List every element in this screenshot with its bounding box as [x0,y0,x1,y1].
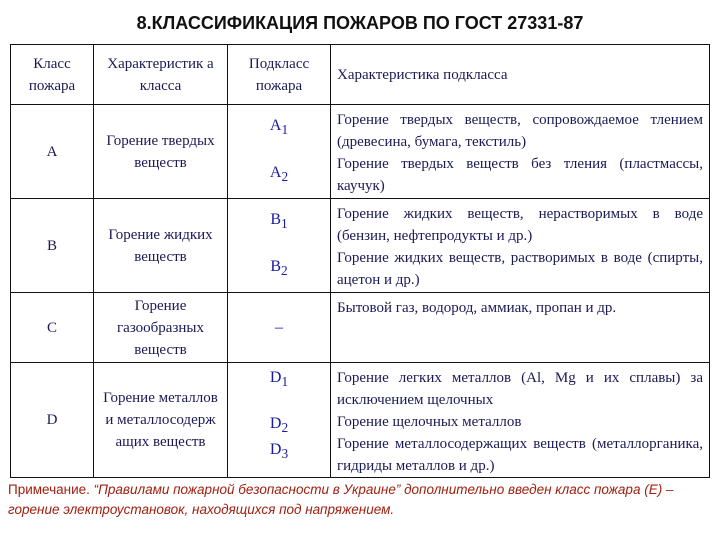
subclass: B [270,257,281,275]
footnote [8,480,708,520]
header-class-characteristic: Характеристик а класса [94,45,228,105]
subclass-index: 1 [281,122,289,138]
subclass-index: 3 [281,446,289,462]
subclass-description: Горение металлосодержащих веществ (металлорганика, гидриды металлов и др.) [337,436,703,474]
class-cell: C [11,293,94,363]
subclass-description: Горение твердых веществ без тления (пластмассы, каучук) [337,156,703,194]
subclass: B [270,211,281,229]
subclass: D [269,415,282,433]
page-title: 8.КЛАССИФИКАЦИЯ ПОЖАРОВ ПО ГОСТ 27331-87 [136,13,584,33]
fire-classification-table [10,44,710,478]
subclass-cell: – [228,293,331,363]
subclass-description: Бытовой газ, водород, аммиак, пропан и др. [337,300,617,316]
class-cell: B [11,199,94,293]
subclass-description: Горение твердых веществ, сопровождаемое тлением (древесина, бумага, текстиль) [337,112,703,150]
subclass-cell [228,199,331,293]
subclass-description: Горение жидких веществ, растворимых в воде (спирты, ацетон и др.) [337,250,703,288]
table-row [11,363,710,478]
class-characteristic-cell: Горение газообразных веществ [94,293,228,363]
subclass-description: Горение жидких веществ, нерастворимых в воде (бензин, нефтепродукты и др.) [337,206,703,244]
subclass-description: Горение щелочных металлов [337,414,522,430]
table-row [11,199,710,293]
subclass: A [269,163,282,181]
subclass: D [269,441,282,459]
subclass-index: 1 [281,216,288,232]
subclass: A [269,117,282,135]
subclass-description: Горение легких металлов (Al, Mg и их сплавы) за исключением щелочных [337,370,703,408]
subclass-description-cell [331,105,710,199]
footnote-label: Примечание. [8,482,90,497]
subclass-description-cell [331,363,710,478]
table-row [11,105,710,199]
subclass-index: 2 [281,262,288,278]
table-header-row [11,45,710,105]
class-characteristic-cell: Горение жидких веществ [94,199,228,293]
subclass-cell [228,105,331,199]
class-characteristic-cell: Горение твердых веществ [94,105,228,199]
subclass-index: 2 [281,168,289,184]
table-row [11,293,710,363]
subclass-description-cell [331,293,710,363]
subclass-description-cell [331,199,710,293]
footnote-text: “Правилами пожарной безопасности в Украине” дополнительно введен класс пожара (Е) – горение электроустановок, находящихся под напряжением. [8,482,674,517]
header-class: Класс пожара [11,45,94,105]
header-subclass-characteristic: Характеристика подкласса [331,45,710,105]
subclass-index: 2 [281,420,289,436]
class-characteristic-cell: Горение металлов и металлосодерж ащих веществ [94,363,228,478]
subclass: D [269,369,282,386]
subclass-cell [228,363,331,478]
class-cell: D [11,363,94,478]
subclass-index: 1 [281,374,289,390]
header-subclass: Подкласс пожара [228,45,331,105]
class-cell: A [11,105,94,199]
